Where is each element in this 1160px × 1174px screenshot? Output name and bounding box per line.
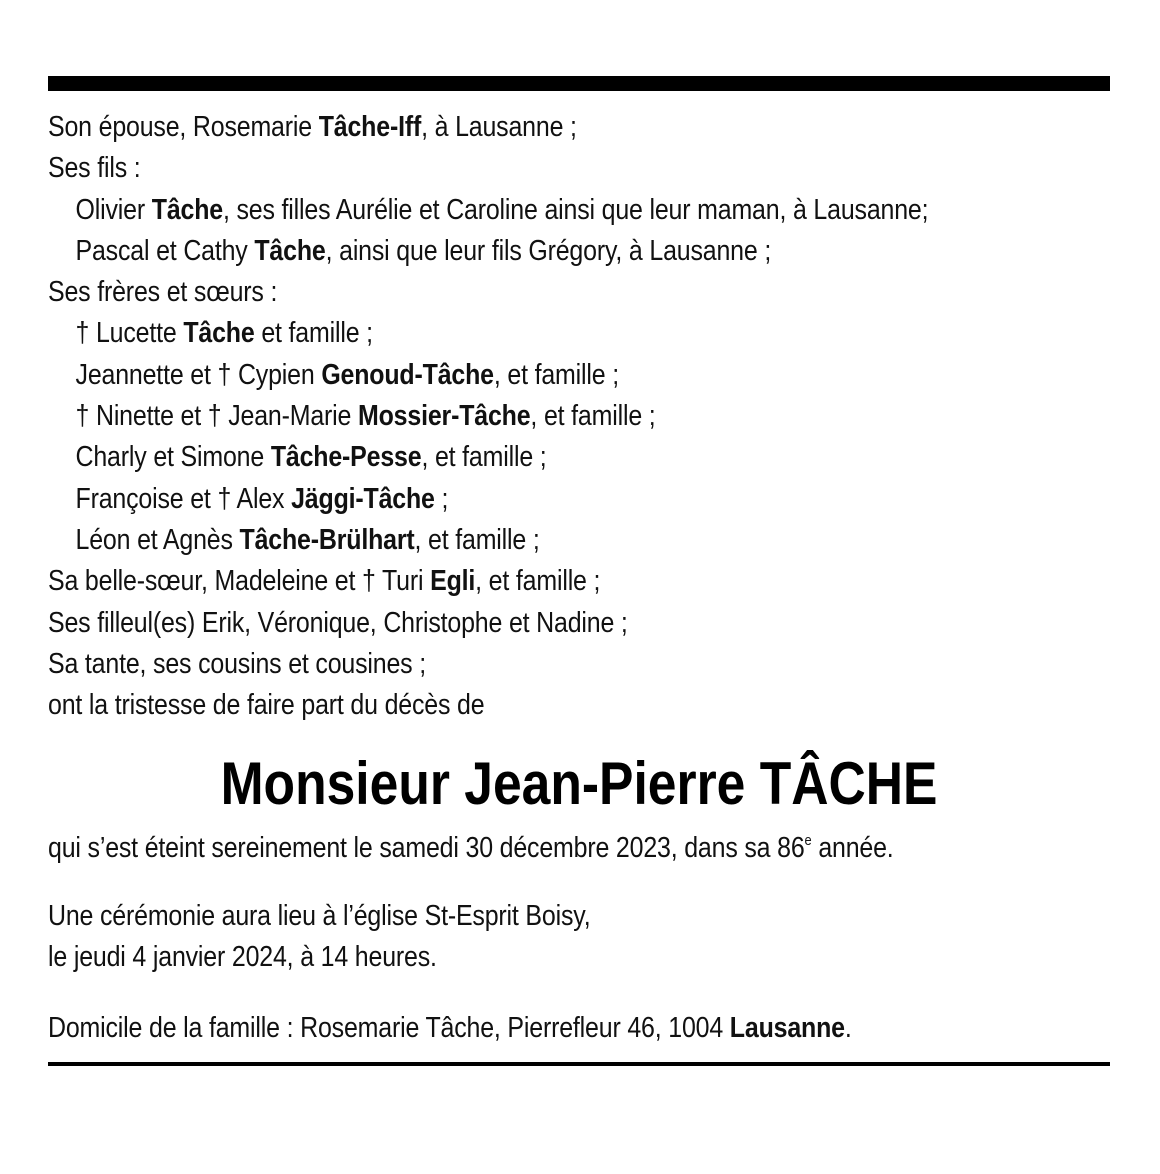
- family-line: [48, 190, 961, 231]
- family-line-text: † Ninette et † Jean-Marie: [75, 400, 359, 433]
- family-line-text: , et famille ;: [475, 565, 601, 598]
- family-line: [48, 561, 961, 602]
- family-line: [48, 231, 961, 272]
- ceremony-info: [48, 896, 1110, 979]
- family-line-text: ;: [434, 482, 449, 515]
- family-line: [48, 479, 961, 520]
- family-line: [48, 355, 961, 396]
- ceremony-line-2: le jeudi 4 janvier 2024, à 14 heures.: [48, 941, 437, 974]
- family-line-text: Sa tante, ses cousins et cousines ;: [48, 647, 426, 680]
- family-line-text: ont la tristesse de faire part du décès de: [48, 689, 485, 722]
- family-line: [48, 685, 961, 726]
- family-line-text: Sa belle-sœur, Madeleine et † Turi: [48, 565, 431, 598]
- domicile-text: Domicile de la famille : Rosemarie Tâche, Pierrefleur 46, 1004: [48, 1012, 730, 1045]
- death-notice-end: année.: [811, 832, 894, 865]
- family-surname: Tâche: [183, 317, 255, 350]
- family-line: [48, 272, 961, 313]
- family-line-text: , ainsi que leur fils Grégory, à Lausanne ;: [325, 234, 772, 267]
- family-line: [48, 520, 961, 561]
- death-notice-text: qui s’est éteint sereinement le samedi 30 décembre 2023, dans sa 86: [48, 832, 805, 865]
- family-line-text: Olivier: [75, 193, 152, 226]
- family-line-text: , et famille ;: [493, 358, 619, 391]
- family-line-text: , ses filles Aurélie et Caroline ainsi que leur maman, à Lausanne;: [222, 193, 929, 226]
- family-line-text: Pascal et Cathy: [75, 234, 255, 267]
- bottom-rule: [48, 1062, 1110, 1066]
- domicile-city: Lausanne: [729, 1012, 845, 1045]
- obituary-notice: [48, 76, 1110, 1050]
- family-surname: Tâche: [254, 234, 326, 267]
- family-surname: Tâche-Iff: [318, 111, 422, 143]
- family-line-text: Ses fils :: [48, 152, 141, 185]
- family-line: [48, 148, 961, 189]
- family-surname: Jäggi-Tâche: [291, 482, 435, 515]
- family-line-text: , et famille ;: [421, 441, 547, 474]
- family-domicile: [48, 1008, 961, 1049]
- family-line-text: et famille ;: [254, 317, 373, 350]
- family-line: [48, 396, 961, 437]
- family-line-text: , et famille ;: [530, 400, 656, 433]
- family-line: [48, 107, 961, 148]
- family-line: [48, 313, 961, 354]
- ceremony-line-1: Une cérémonie aura lieu à l’église St-Esprit Boisy,: [48, 899, 591, 932]
- family-surname: Genoud-Tâche: [321, 358, 494, 391]
- family-surname: Tâche-Brülhart: [239, 523, 415, 556]
- family-line-text: Charly et Simone: [75, 441, 271, 474]
- family-surname: Tâche: [151, 193, 223, 226]
- family-line-text: Son épouse, Rosemarie: [48, 111, 319, 143]
- ordinal-suffix: e: [804, 832, 812, 850]
- family-line: [48, 603, 961, 644]
- family-line-text: † Lucette: [75, 317, 184, 350]
- family-surname: Tâche-Pesse: [270, 441, 422, 474]
- top-rule: [48, 76, 1110, 91]
- family-line: [48, 644, 961, 685]
- death-notice: [48, 828, 961, 869]
- domicile-end: .: [844, 1012, 852, 1045]
- family-line-text: Léon et Agnès: [75, 523, 240, 556]
- family-line-text: , et famille ;: [414, 523, 540, 556]
- family-line-text: Ses frères et sœurs :: [48, 276, 278, 309]
- family-surname: Egli: [430, 565, 476, 598]
- deceased-name: Monsieur Jean-Pierre TÂCHE: [220, 750, 938, 818]
- family-line: [48, 437, 961, 478]
- family-line-text: Ses filleul(es) Erik, Véronique, Christophe et Nadine ;: [48, 606, 628, 639]
- family-line-text: Jeannette et † Cypien: [75, 358, 322, 391]
- family-surname: Mossier-Tâche: [358, 400, 531, 433]
- family-line-text: , à Lausanne ;: [421, 111, 577, 143]
- family-line-text: Françoise et † Alex: [75, 482, 292, 515]
- family-list: [48, 107, 1110, 726]
